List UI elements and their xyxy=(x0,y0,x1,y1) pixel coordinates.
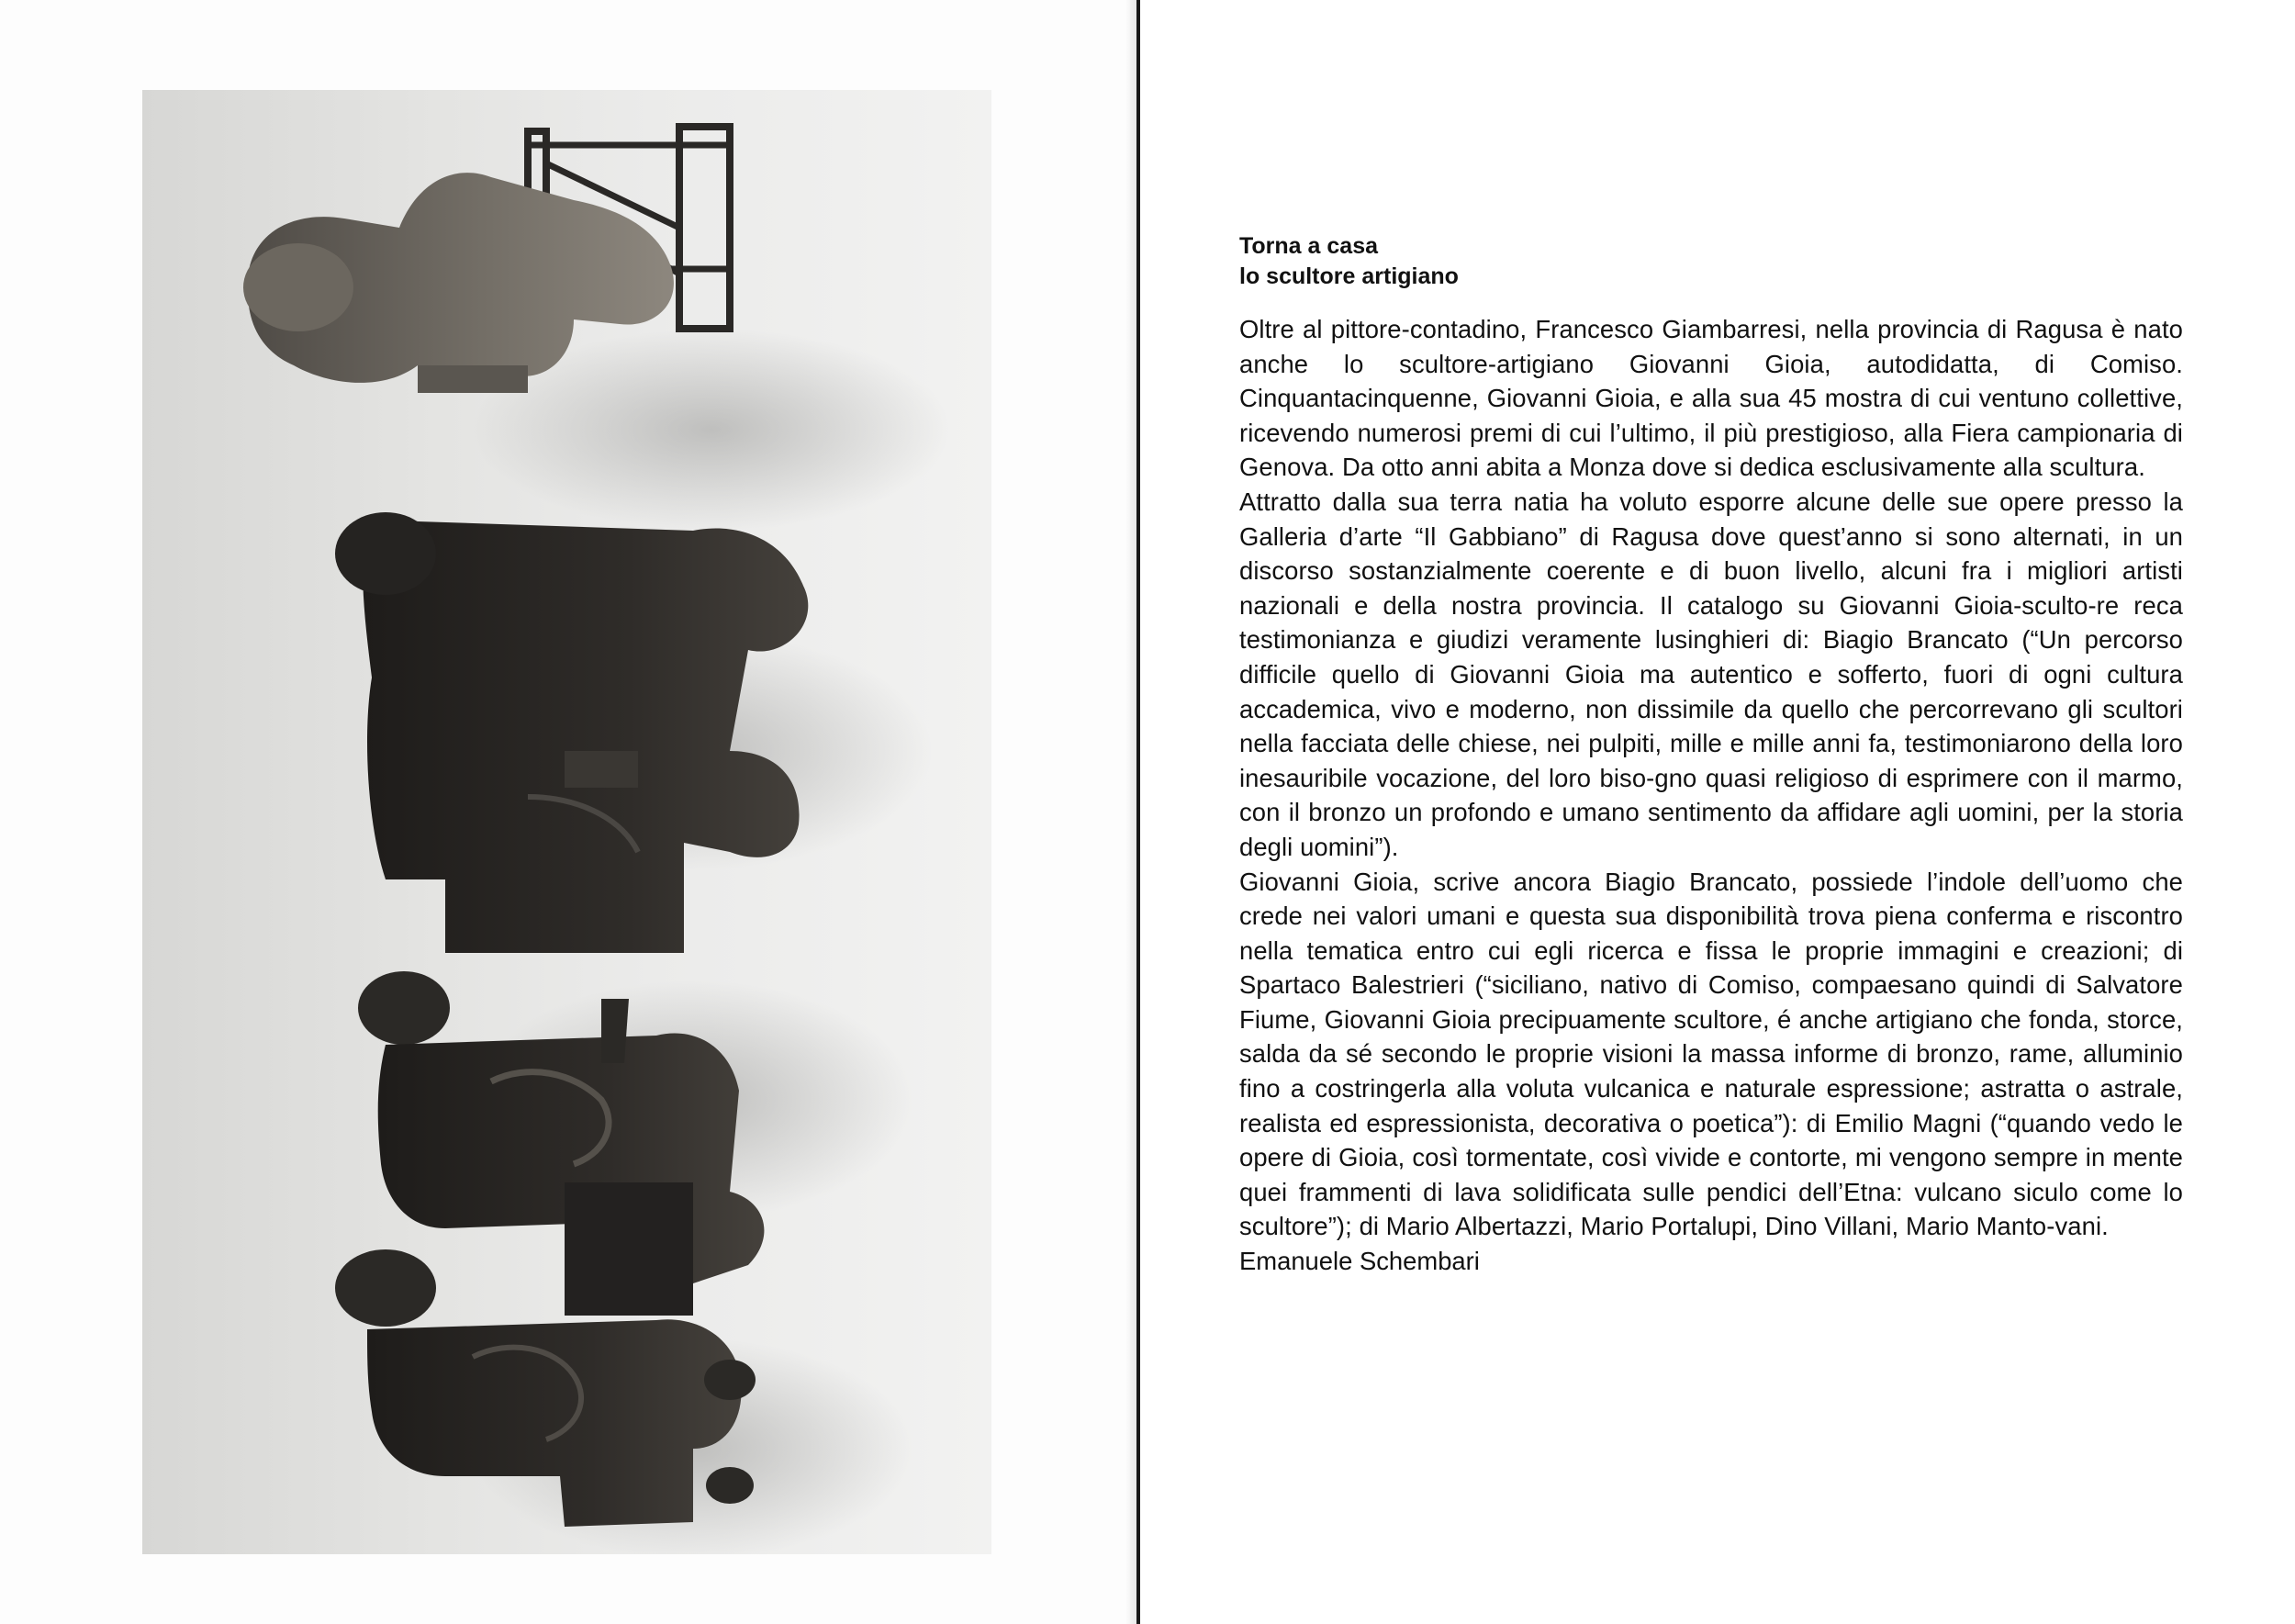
left-page xyxy=(0,0,1138,1624)
article-body xyxy=(1239,312,2183,1244)
article-title xyxy=(1239,231,2183,292)
author-signature: Emanuele Schembari xyxy=(1239,1247,1480,1276)
sculpture-photo-icon xyxy=(142,90,991,1554)
title-line-1: Torna a casa xyxy=(1239,233,1379,259)
book-gutter xyxy=(1136,0,1140,1624)
sculpture-photo xyxy=(142,90,991,1554)
gutter-shadow xyxy=(1125,0,1136,1624)
paragraph-2: Attratto dalla sua terra natia ha voluto esporre alcune delle sue opere presso la Galleria d’arte “Il Gabbiano” di Ragusa dove quest’anno si sono alternati, in un discorso sostanzialmente coerente e di buon livello, alcuni fra i migliori artisti nazionali e della nostra provincia. Il catalogo su Giovanni Gioia-sculto-re reca testimonianza e giudizi veramente lusinghieri di: Biagio Brancato (“Un percorso difficile quello di Giovanni Gioia ma autentico e sofferto, fuori di ogni cultura accademica, vivo e moderno, non dissimile da quello che percorrevano gli scultori nella facciata delle chiese, nei pulpiti, mille e mille anni fa, testimoniarono della loro inesauribile vocazione, del loro biso-gno quasi religioso di esprimere con il marmo, con il bronzo un profondo e umano sentimento da affidare agli uomini, per la storia degli uomini”). xyxy=(1239,487,2183,861)
title-line-2: lo scultore artigiano xyxy=(1239,263,1459,289)
article xyxy=(1239,231,2183,1279)
paragraph-1: Oltre al pittore-contadino, Francesco Giambarresi, nella provincia di Ragusa è nato anche lo scultore-artigiano Giovanni Gioia, autodidatta, di Comiso. Cinquantacinquenne, Giovanni Gioia, e alla sua 45 mostra di cui ventuno collettive, ricevendo numerosi premi di cui l’ultimo, il più prestigioso, alla Fiera campionaria di Genova. Da otto anni abita a Monza dove si dedica esclusivamente alla scultura. xyxy=(1239,315,2183,482)
paragraph-3: Giovanni Gioia, scrive ancora Biagio Brancato, possiede l’indole dell’uomo che crede nei valori umani e questa sua disponibilità trova piena conferma e riscontro nella tematica entro cui egli ricerca e fissa le proprie immagini e creazioni; di Spartaco Balestrieri (“siciliano, nativo di Comiso, compaesano quindi di Salvatore Fiume, Giovanni Gioia precipuamente scultore, é anche artigiano che fonda, storce, salda da sé secondo le proprie visioni la massa informe di bronzo, rame, alluminio fino a costringerla alla voluta vulcanica e naturale espressione; astratta o astrale, realista ed espressionista, decorativa o poetica”): di Emilio Magni (“quando vedo le opere di Gioia, così tormentate, così vivide e contorte, mi vengono sempre in mente quei frammenti di lava solidificata sulle pendici dell’Etna: vulcano siculo come lo scultore”); di Mario Albertazzi, Mario Portalupi, Dino Villani, Mario Manto-vani. xyxy=(1239,867,2183,1241)
